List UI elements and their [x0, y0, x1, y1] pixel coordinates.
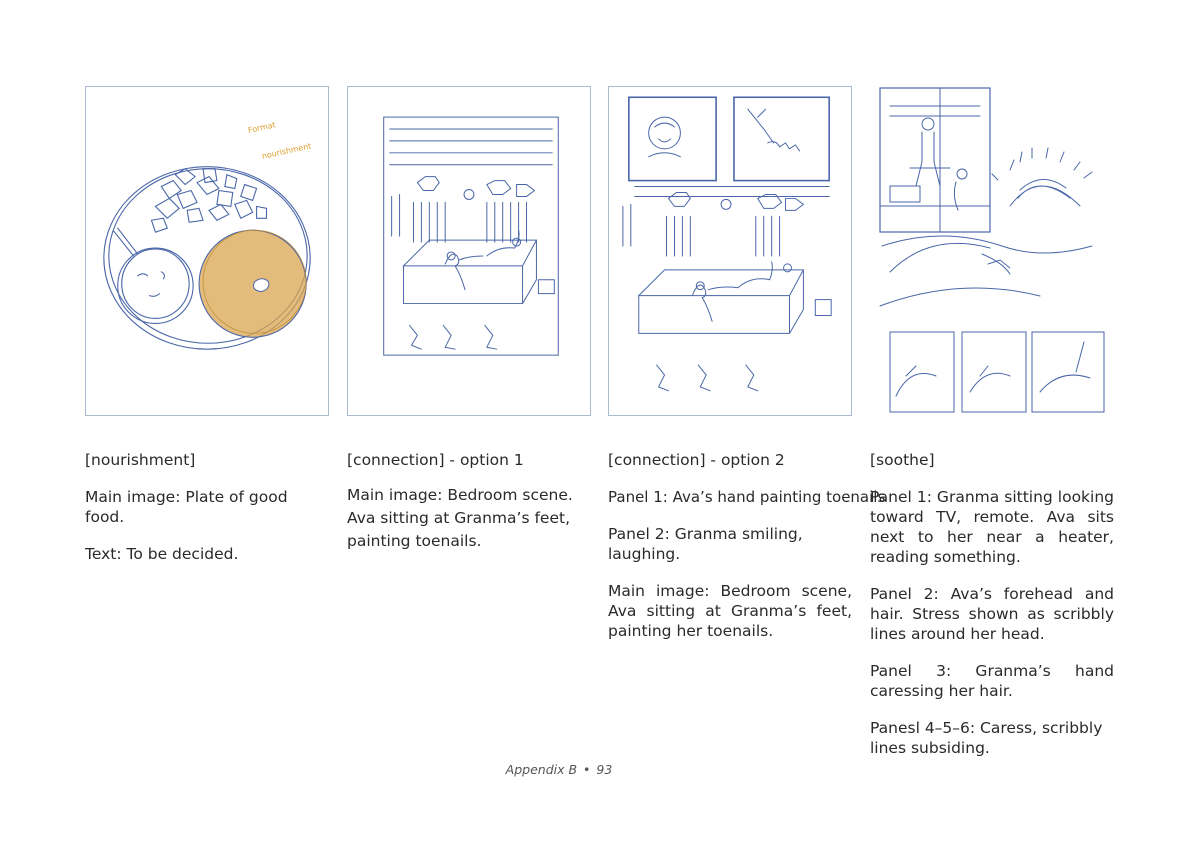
column-connection-option-2 — [608, 450, 886, 658]
sketch-annotation-nourishment: nourishment — [261, 141, 313, 161]
page-number: 93 — [596, 762, 613, 777]
column-paragraph: Text: To be decided. — [85, 545, 239, 563]
column-soothe — [870, 450, 1114, 775]
sketch-frame-soothe — [870, 86, 1114, 416]
column-heading: [nourishment] — [85, 451, 196, 469]
column-paragraph: Panel 1: Ava’s hand painting toenails — [608, 488, 886, 506]
column-paragraph: Main image: Plate of good food. — [85, 488, 288, 526]
column-paragraph: Main image: Bedroom scene. Ava sitting at Granma’s feet, painting toenails. — [347, 486, 573, 550]
soothe-panels-sketch — [870, 86, 1114, 416]
sketch-annotation-format: Format — [247, 120, 277, 135]
column-heading: [connection] - option 2 — [608, 451, 785, 469]
bedroom-panels-sketch — [609, 87, 851, 415]
column-paragraph: Panel 2: Ava’s forehead and hair. Stress shown as scribbly lines around her head. — [870, 585, 1114, 643]
sketch-frame-connection-option-2 — [608, 86, 852, 416]
column-heading: [connection] - option 1 — [347, 451, 524, 469]
footer-section: Appendix B — [505, 762, 578, 777]
column-paragraph: Panesl 4–5–6: Caress, scribbly lines subsiding. — [870, 719, 1103, 757]
page-footer — [0, 762, 1118, 777]
column-paragraph: Panel 3: Granma’s hand caressing her hair. — [870, 662, 1114, 700]
sketch-frame-connection-option-1 — [347, 86, 591, 416]
column-paragraph: Panel 2: Granma smiling, laughing. — [608, 525, 803, 563]
sketch-frame-nourishment — [85, 86, 329, 416]
column-paragraph: Panel 1: Granma sitting looking toward TV, remote. Ava sits next to her near a heater, reading something. — [870, 488, 1114, 566]
plate-sketch — [86, 87, 328, 415]
column-paragraph: Main image: Bedroom scene, Ava sitting at Granma’s feet, painting her toenails. — [608, 582, 852, 640]
column-connection-option-1 — [347, 450, 591, 570]
bedroom-scene-sketch — [348, 87, 590, 415]
column-heading: [soothe] — [870, 451, 935, 469]
footer-separator: • — [583, 762, 591, 777]
column-nourishment — [85, 450, 329, 581]
